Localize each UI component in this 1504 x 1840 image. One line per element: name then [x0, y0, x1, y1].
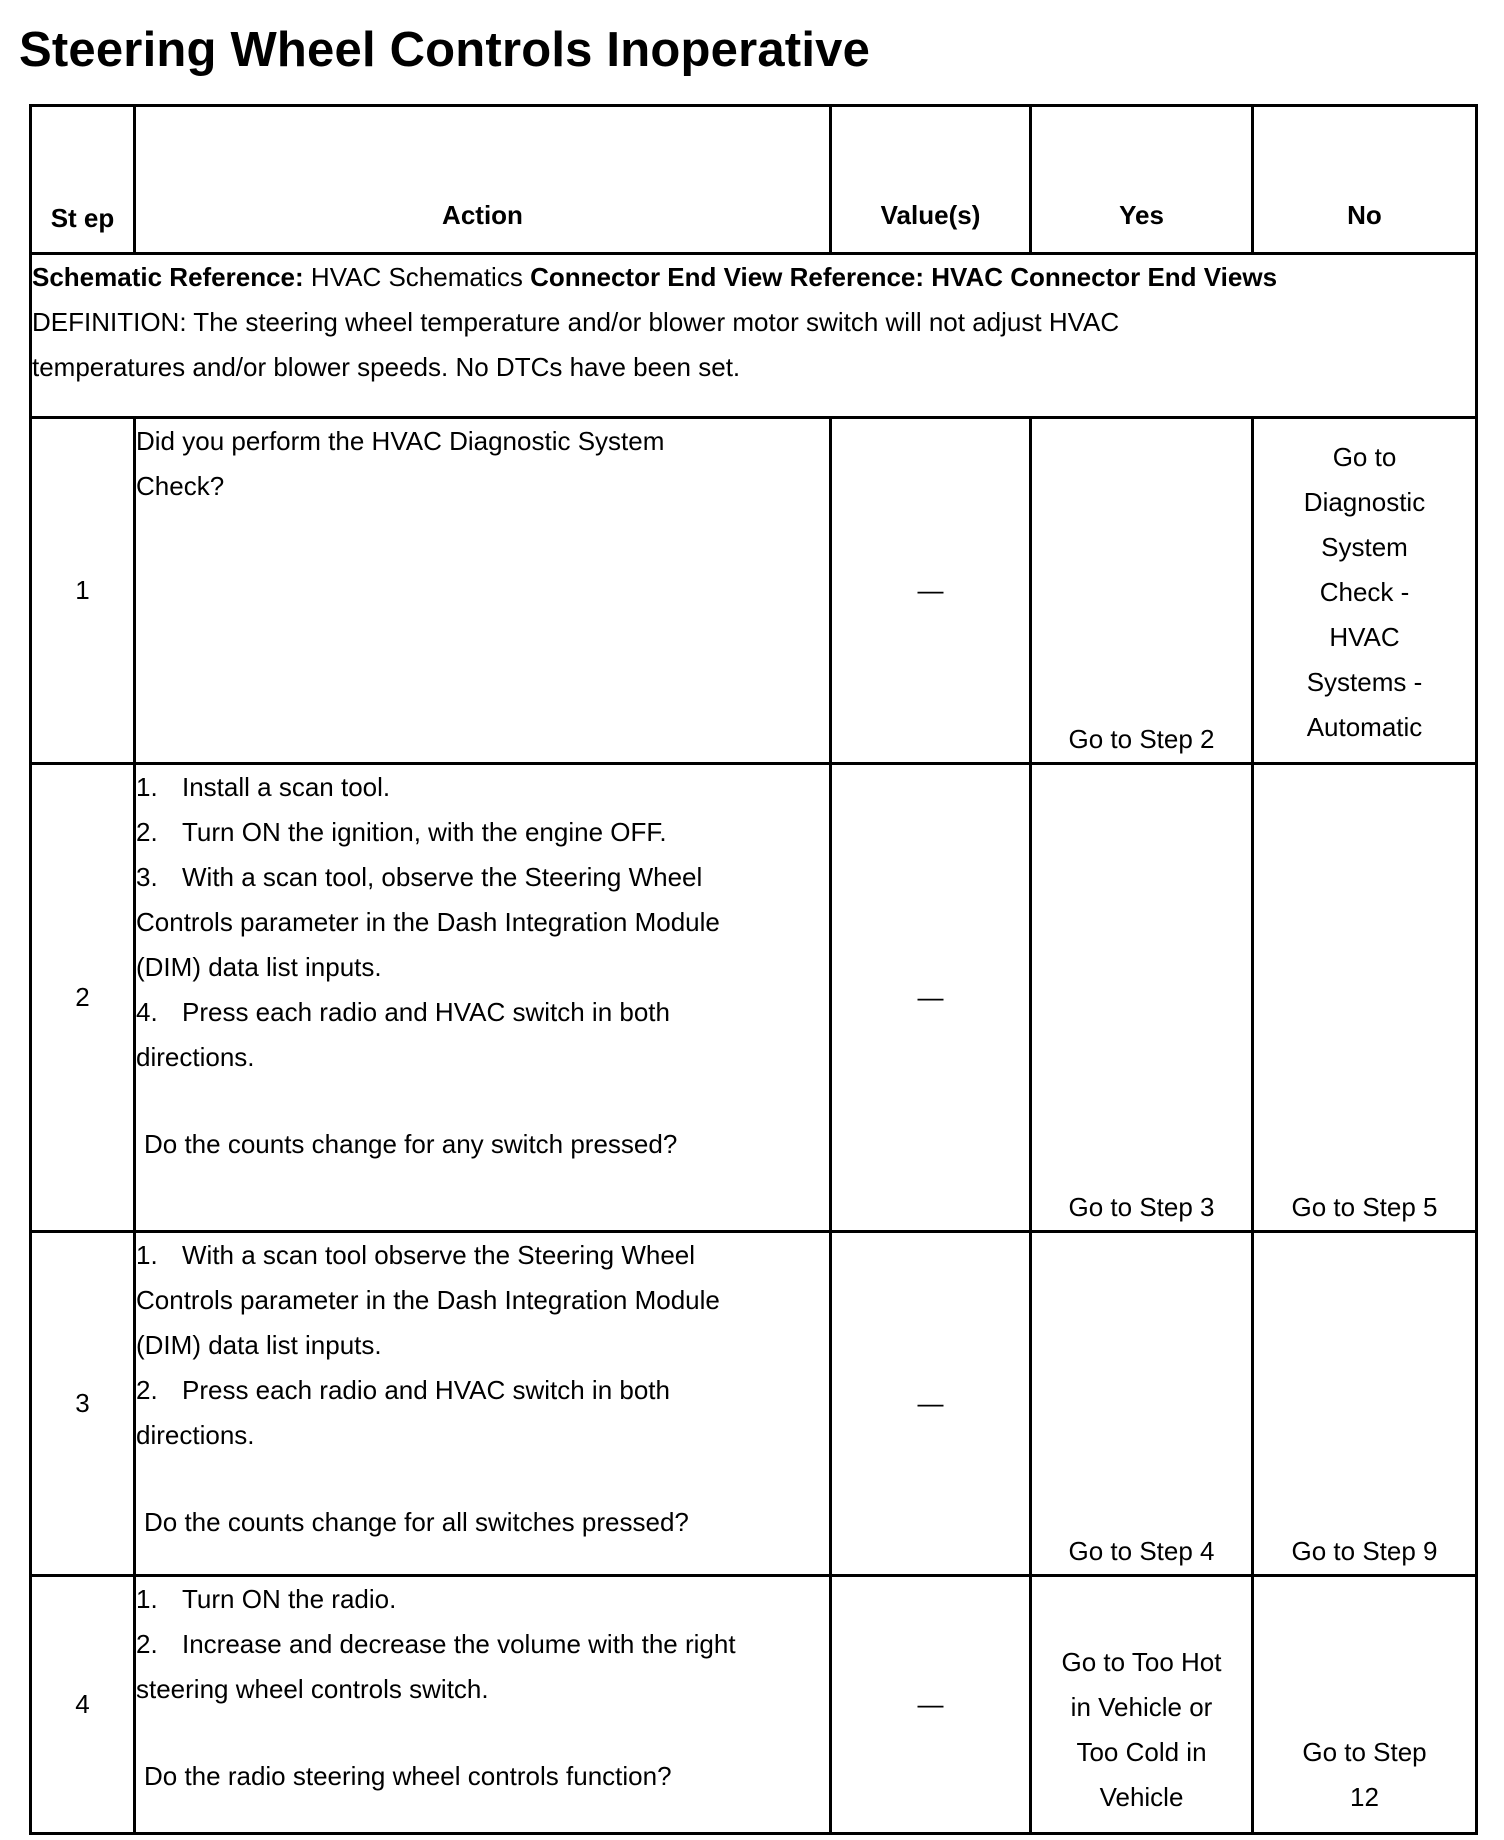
yes-cell: Go to Step 2 — [1031, 418, 1253, 764]
definition-text: DEFINITION: The steering wheel temperature and/or blower motor switch will not adjust HVAC temperatures and/or blower speeds. No DTCs have been set. — [32, 307, 1120, 382]
header-row — [31, 106, 1477, 254]
schematic-reference-label: Schematic Reference: — [32, 262, 304, 292]
connector-reference-label: Connector End View Reference: — [530, 262, 925, 292]
action-cell — [135, 764, 831, 1232]
action-text: Did you perform the HVAC Diagnostic System Check? — [136, 426, 665, 501]
action-cell — [135, 1232, 831, 1576]
no-cell: Go to Step 5 — [1253, 764, 1477, 1232]
action-item-text: Increase and decrease the volume with the right steering wheel controls switch. — [136, 1629, 736, 1704]
schematic-reference-value: HVAC Schematics — [310, 262, 523, 292]
header-action: Action — [135, 106, 831, 254]
yes-cell: Go to Too Hot in Vehicle or Too Cold in Vehicle — [1031, 1576, 1253, 1834]
action-list-item: 4. Press each radio and HVAC switch in both directions. — [136, 997, 670, 1072]
reference-row — [31, 254, 1477, 418]
no-cell: Go to Diagnostic System Check - HVAC Systems - Automatic — [1253, 418, 1477, 764]
table-row — [31, 1576, 1477, 1834]
value-cell: — — [831, 1232, 1031, 1576]
action-list-item: 2. Press each radio and HVAC switch in both directions. — [136, 1375, 670, 1450]
action-item-text: With a scan tool observe the Steering Wheel Controls parameter in the Dash Integration Module (DIM) data list inputs. — [136, 1240, 720, 1360]
action-item-text: Press each radio and HVAC switch in both directions. — [136, 997, 670, 1072]
step-number: 4 — [31, 1576, 135, 1834]
action-item-text: Turn ON the ignition, with the engine OFF. — [182, 817, 667, 847]
reference-cell — [31, 254, 1477, 418]
action-list-item: 2. Increase and decrease the volume with the right steering wheel controls switch. — [136, 1629, 736, 1704]
value-cell: — — [831, 764, 1031, 1232]
action-question: Do the radio steering wheel controls function? — [144, 1761, 672, 1791]
action-list-item: 1. Turn ON the radio. — [136, 1584, 397, 1614]
connector-reference-value: HVAC Connector End Views — [931, 262, 1278, 292]
action-list-item: 3. With a scan tool, observe the Steering Wheel Controls parameter in the Dash Integration Module (DIM) data list inputs. — [136, 862, 720, 982]
diagnostic-table — [29, 104, 1478, 1835]
header-yes: Yes — [1031, 106, 1253, 254]
table-row — [31, 764, 1477, 1232]
table-row — [31, 1232, 1477, 1576]
no-cell: Go to Step 12 — [1253, 1576, 1477, 1834]
action-cell — [135, 418, 831, 764]
action-item-text: Install a scan tool. — [182, 772, 391, 802]
action-item-text: Turn ON the radio. — [182, 1584, 397, 1614]
no-cell: Go to Step 9 — [1253, 1232, 1477, 1576]
action-list-item: 1. With a scan tool observe the Steering Wheel Controls parameter in the Dash Integration Module (DIM) data list inputs. — [136, 1240, 720, 1360]
step-number: 1 — [31, 418, 135, 764]
yes-cell: Go to Step 3 — [1031, 764, 1253, 1232]
action-list-item: 2. Turn ON the ignition, with the engine OFF. — [136, 817, 667, 847]
step-number: 3 — [31, 1232, 135, 1576]
yes-cell: Go to Step 4 — [1031, 1232, 1253, 1576]
action-question: Do the counts change for any switch pressed? — [144, 1129, 678, 1159]
action-cell — [135, 1576, 831, 1834]
action-item-text: Press each radio and HVAC switch in both directions. — [136, 1375, 670, 1450]
header-step: St ep — [31, 106, 135, 254]
page-title: Steering Wheel Controls Inoperative — [19, 23, 871, 77]
action-question: Do the counts change for all switches pressed? — [144, 1507, 689, 1537]
value-cell: — — [831, 1576, 1031, 1834]
action-item-text: With a scan tool, observe the Steering Wheel Controls parameter in the Dash Integration Module (DIM) data list inputs. — [136, 862, 720, 982]
value-cell: — — [831, 418, 1031, 764]
action-list-item: 1. Install a scan tool. — [136, 772, 391, 802]
header-no: No — [1253, 106, 1477, 254]
step-number: 2 — [31, 764, 135, 1232]
table-row — [31, 418, 1477, 764]
header-values: Value(s) — [831, 106, 1031, 254]
